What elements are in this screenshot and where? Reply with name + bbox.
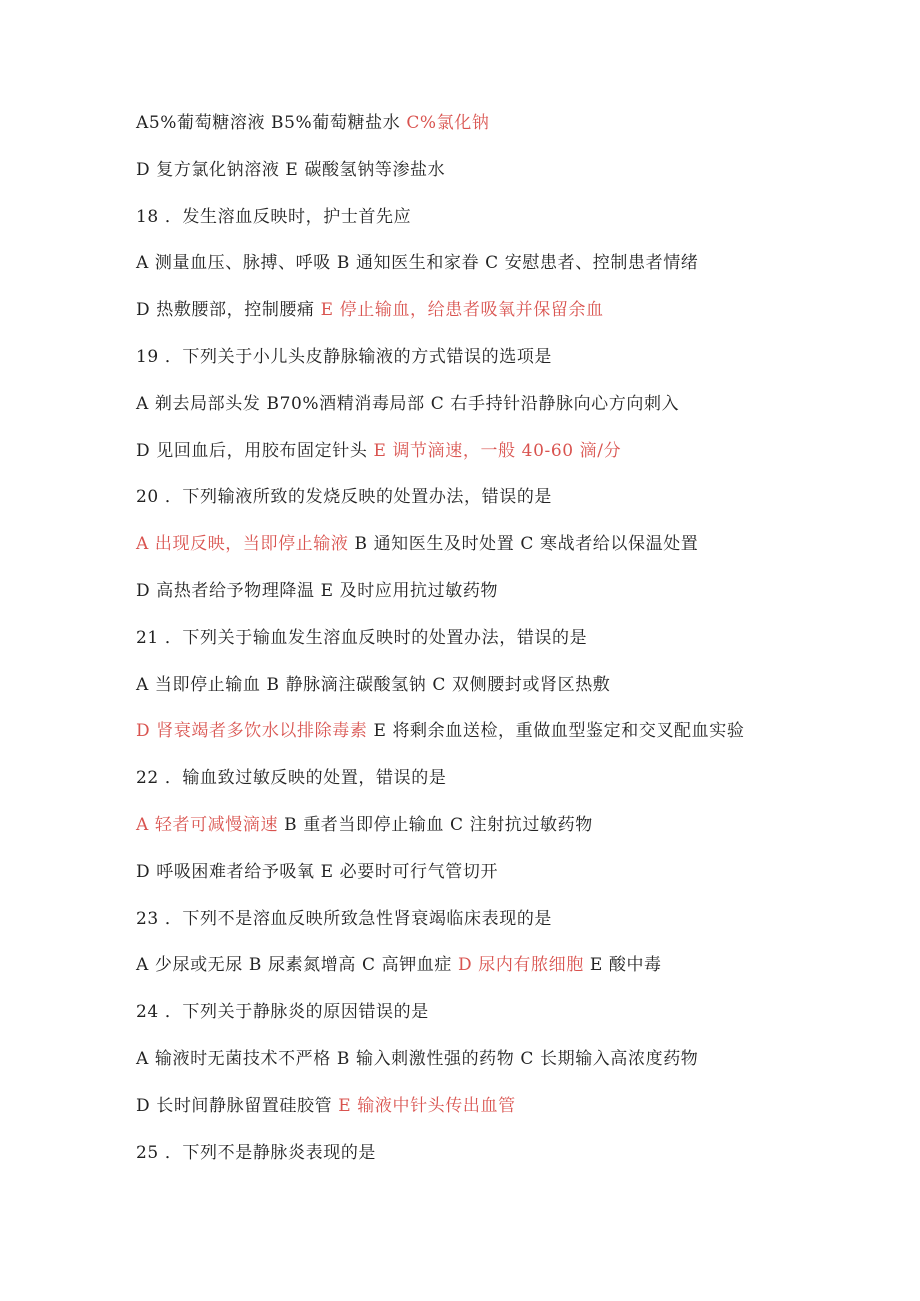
text-line [136, 533, 698, 555]
line-text: 25 ．下列不是静脉炎表现的是 [136, 1142, 377, 1163]
line-text: A 测量血压、脉搏、呼吸 B 通知医生和家眷 C 安慰患者、控制患者情绪 [136, 253, 699, 274]
text-line [136, 440, 621, 462]
line-text: 18 ．发生溶血反映时，护士首先应 [136, 206, 412, 227]
line-text: E 将剩余血送检，重做血型鉴定和交叉配血实验 [367, 721, 745, 742]
line-text: A 输液时无菌技术不严格 B 输入刺激性强的药物 C 长期输入高浓度药物 [136, 1049, 699, 1069]
line-text: D 热敷腰部，控制腰痛 [136, 300, 321, 321]
line-text: D 高热者给予物理降温 E 及时应用抗过敏药物 [136, 581, 499, 601]
line-text: A 当即停止输血 B 静脉滴注碳酸氢钠 C 双侧腰封或肾区热敷 [136, 674, 611, 695]
text-line [136, 720, 744, 742]
text-line [136, 112, 490, 134]
answer-text: A 轻者可减慢滴速 [136, 815, 279, 835]
text-line [136, 159, 445, 181]
line-text: D 呼吸困难者给予吸氧 E 必要时可行气管切开 [136, 861, 499, 882]
answer-text: E 调节滴速，一般 40-60 滴/分 [373, 440, 622, 461]
answer-text: E 停止输血，给患者吸氧并保留余血 [320, 300, 604, 321]
text-line [136, 814, 593, 836]
line-text: A 剃去局部头发 B70%酒精消毒局部 C 右手持针沿静脉向心方向刺入 [136, 393, 680, 414]
text-line [136, 1095, 516, 1117]
line-text: 20 ．下列输液所致的发烧反映的处置办法，错误的是 [136, 487, 553, 508]
line-text: 23 ．下列不是溶血反映所致急性肾衰竭临床表现的是 [136, 908, 553, 929]
answer-text: D 尿内有脓细胞 [458, 955, 584, 976]
line-text: 24 ．下列关于静脉炎的原因错误的是 [136, 1002, 429, 1023]
text-line [136, 674, 610, 696]
text-line [136, 346, 552, 368]
line-text: A5%葡萄糖溶液 B5%葡萄糖盐水 [136, 113, 407, 133]
text-line [136, 252, 698, 274]
text-line [136, 486, 552, 508]
line-text: D 复方氯化钠溶液 E 碳酸氢钠等渗盐水 [136, 159, 446, 180]
answer-text: A 出现反映，当即停止输液 [136, 534, 349, 555]
line-text: 22 ．输血致过敏反映的处置，错误的是 [136, 768, 447, 789]
text-line [136, 580, 498, 602]
text-line [136, 861, 498, 883]
text-line [136, 393, 679, 415]
line-text: A 少尿或无尿 B 尿素氮增高 C 高钾血症 [136, 955, 458, 976]
line-text: D 长时间静脉留置硅胶管 [136, 1095, 339, 1116]
answer-text: D 肾衰竭者多饮水以排除毒素 [136, 721, 368, 742]
text-line [136, 627, 587, 649]
line-text: E 酸中毒 [583, 955, 662, 976]
line-text: B 通知医生及时处置 C 寒战者给以保温处置 [348, 534, 699, 555]
line-text: B 重者当即停止输血 C 注射抗过敏药物 [278, 815, 593, 835]
text-line [136, 206, 411, 228]
line-text: D 见回血后，用胶布固定针头 [136, 440, 374, 461]
line-text: 19 ．下列关于小儿头皮静脉输液的方式错误的选项是 [136, 347, 553, 367]
text-line [136, 1048, 698, 1070]
text-line [136, 1142, 376, 1164]
text-line [136, 767, 446, 789]
line-text: 21 ．下列关于输血发生溶血反映时的处置办法，错误的是 [136, 627, 588, 648]
answer-text: C%氯化钠 [406, 113, 490, 133]
text-line [136, 954, 662, 976]
text-line [136, 908, 552, 930]
answer-text: E 输液中针头传出血管 [338, 1095, 516, 1116]
text-line [136, 299, 604, 321]
text-line [136, 1001, 429, 1023]
